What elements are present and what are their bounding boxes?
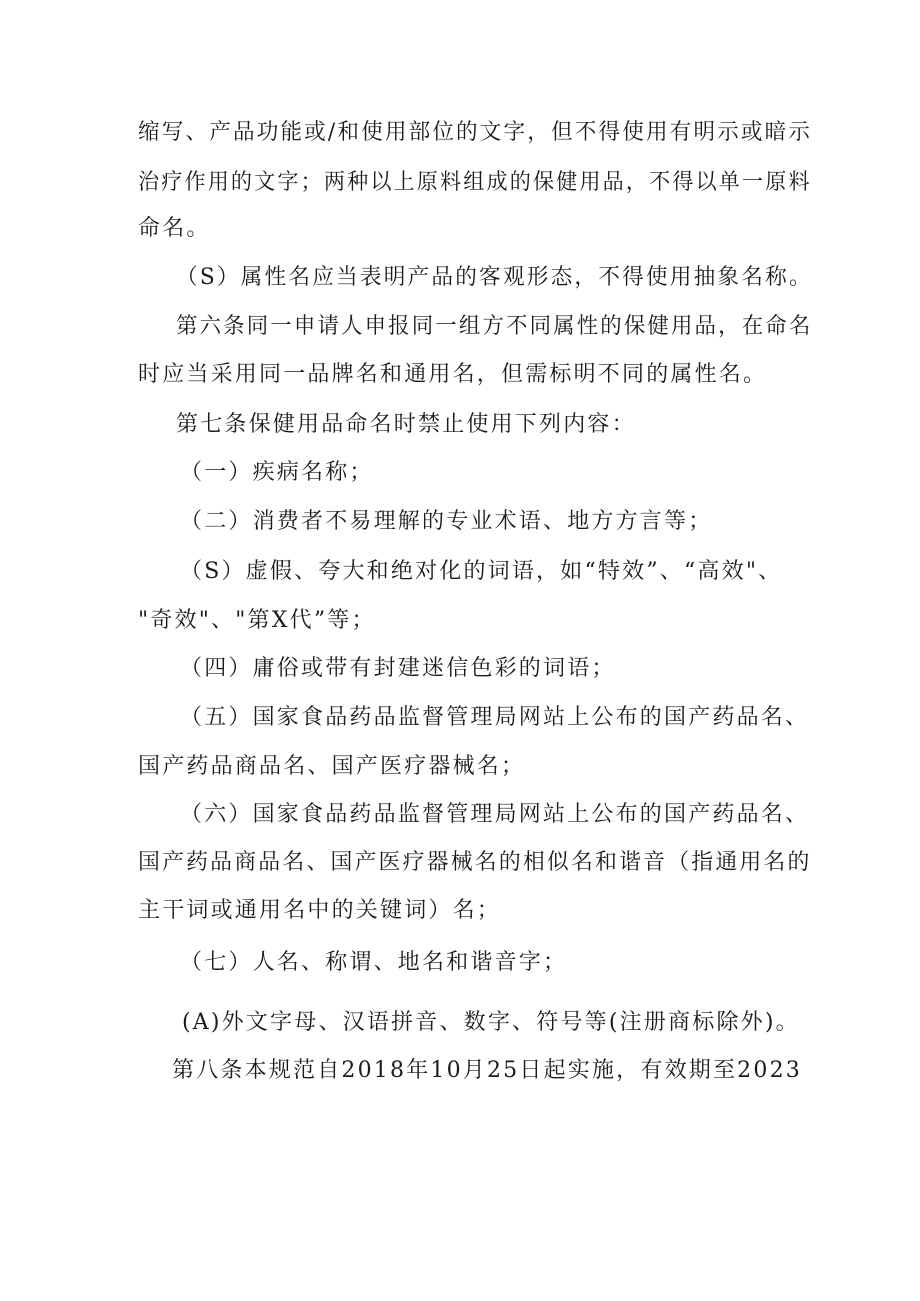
text-line: 缩写、产品功能或/和使用部位的文字，但不得使用有明示或暗示 [138,120,813,145]
text-line: （五）国家食品药品监督管理局网站上公布的国产药品名、 [180,705,810,730]
text-line: "奇效"、"第X代”等； [138,608,376,633]
text-line: (A)外文字母、汉语拼音、数字、符号等(注册商标除外)。 [182,1010,800,1035]
text-line: 命名。 [138,216,211,241]
text-line: （六）国家食品药品监督管理局网站上公布的国产药品名、 [180,802,810,827]
text-line: 国产药品商品名、国产医疗器械名； [138,754,526,779]
text-line: 第六条同一申请人申报同一组方不同属性的保健用品，在命名 [176,314,813,339]
text-line: （二）消费者不易理解的专业术语、地方方言等； [180,509,713,534]
text-line: （一）疾病名称； [180,460,374,485]
text-line: （七）人名、称谓、地名和谐音字； [180,950,568,975]
text-line: 第八条本规范自2018年10月25日起实施，有效期至2023 [172,1058,802,1083]
text-line: 时应当采用同一品牌名和通用名，但需标明不同的属性名。 [138,362,768,387]
text-line: （S）属性名应当表明产品的客观形态，不得使用抽象名称。 [176,265,813,290]
text-line: 治疗作用的文字；两种以上原料组成的保健用品，不得以单一原料 [138,170,812,195]
text-line: 国产药品商品名、国产医疗器械名的相似名和谐音（指通用名的 [138,850,812,875]
text-line: （四）庸俗或带有封建迷信色彩的词语； [180,656,616,681]
text-line: （S）虚假、夸大和绝对化的词语，如“特效”、“高效"、 [180,559,783,584]
text-line: 主干词或通用名中的关键词）名； [138,898,502,923]
text-line: 第七条保健用品命名时禁止使用下列内容： [176,412,636,437]
